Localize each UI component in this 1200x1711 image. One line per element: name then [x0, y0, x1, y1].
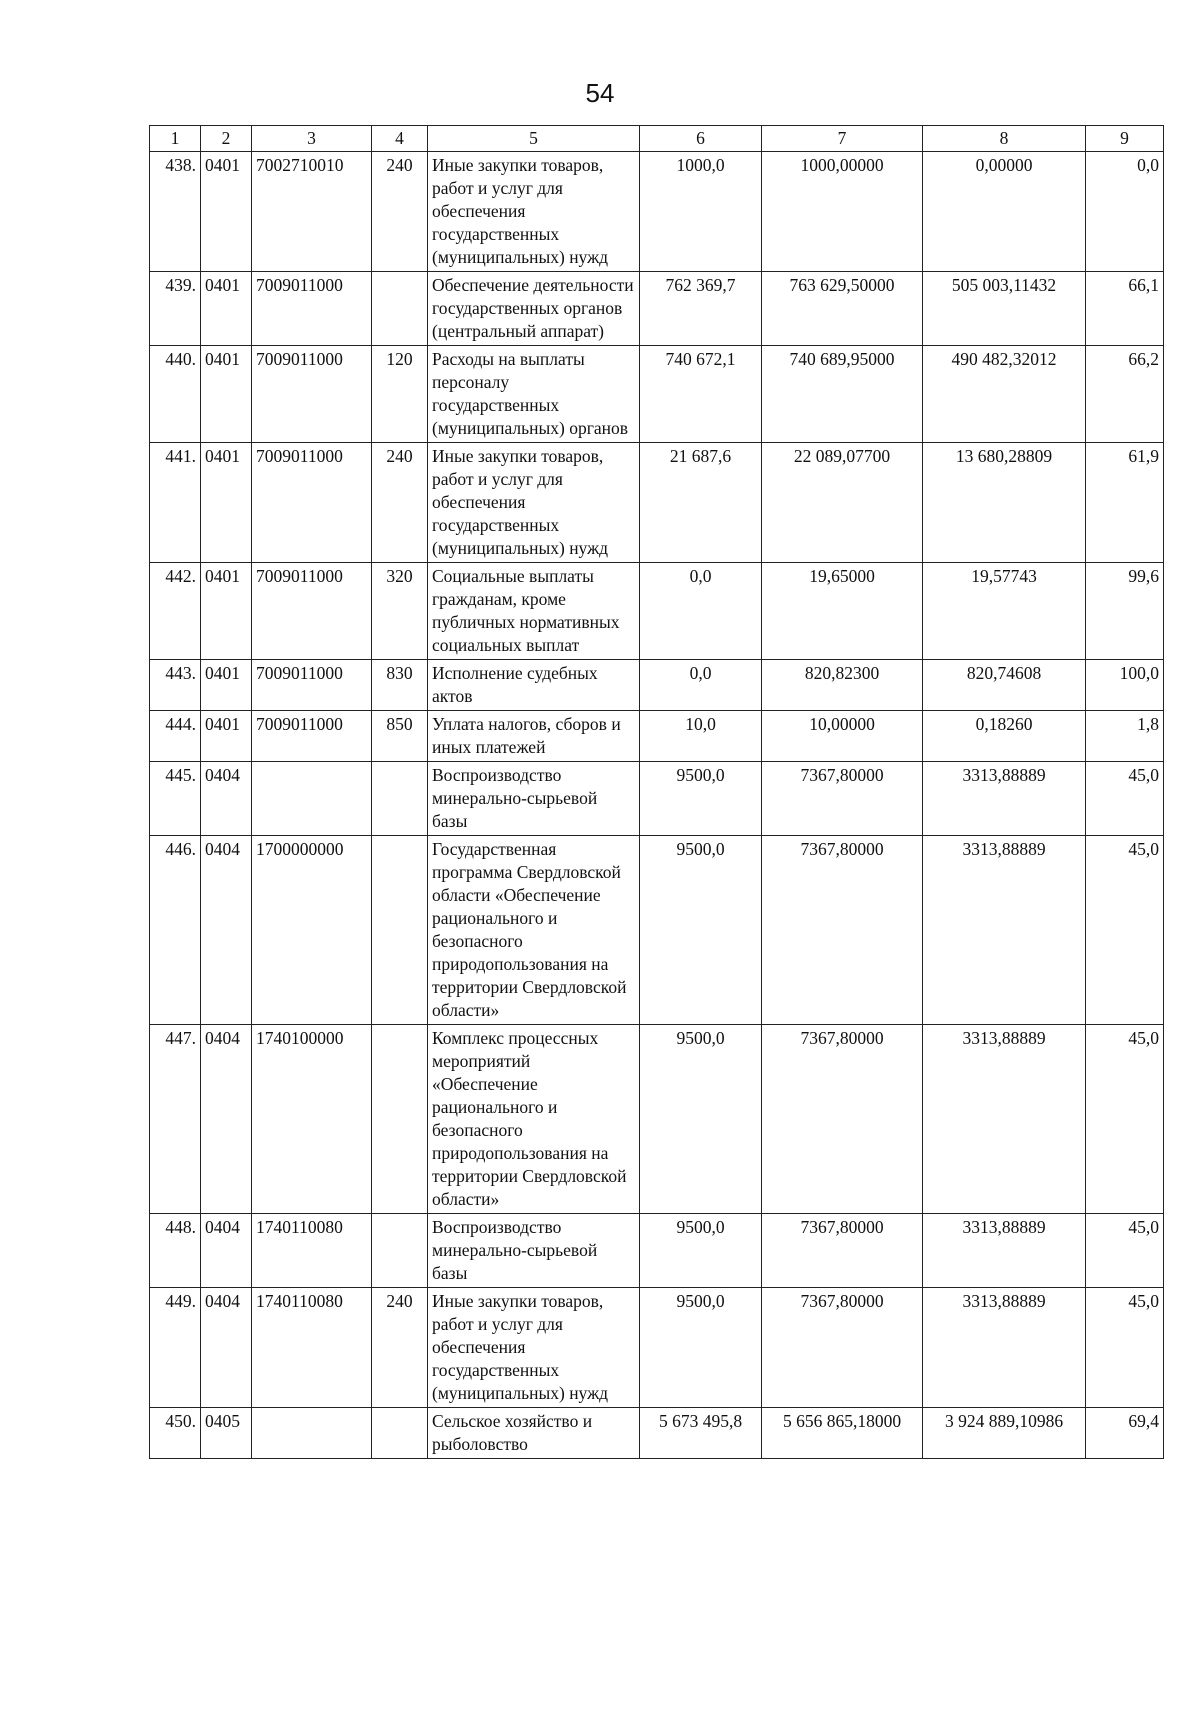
item-name-cell: Воспроизводство минерально-сырьевой базы — [428, 762, 640, 836]
planned-amount-cell: 7367,80000 — [762, 1025, 923, 1214]
table-row — [150, 272, 1164, 346]
planned-amount-cell: 1000,00000 — [762, 152, 923, 272]
table-row — [150, 443, 1164, 563]
executed-amount-cell: 3313,88889 — [923, 1288, 1086, 1408]
row-number-cell: 448. — [150, 1214, 201, 1288]
executed-amount-cell: 3313,88889 — [923, 836, 1086, 1025]
planned-amount-cell: 7367,80000 — [762, 762, 923, 836]
section-code-cell: 0401 — [201, 152, 252, 272]
item-name-cell: Государственная программа Свердловской области «Обеспечение рационального и безопасного природопользования на территории Свердловской области» — [428, 836, 640, 1025]
target-code-cell — [252, 762, 372, 836]
section-code-cell: 0404 — [201, 762, 252, 836]
item-name-cell: Расходы на выплаты персоналу государственных (муниципальных) органов — [428, 346, 640, 443]
executed-amount-cell: 490 482,32012 — [923, 346, 1086, 443]
executed-amount-cell: 3313,88889 — [923, 1214, 1086, 1288]
target-code-cell: 1700000000 — [252, 836, 372, 1025]
execution-percent-cell: 0,0 — [1086, 152, 1164, 272]
executed-amount-cell: 0,00000 — [923, 152, 1086, 272]
column-header: 6 — [640, 126, 762, 152]
planned-amount-cell: 7367,80000 — [762, 1214, 923, 1288]
executed-amount-cell: 0,18260 — [923, 711, 1086, 762]
expense-type-cell: 240 — [372, 443, 428, 563]
section-code-cell: 0405 — [201, 1408, 252, 1459]
approved-amount-cell: 740 672,1 — [640, 346, 762, 443]
target-code-cell: 7009011000 — [252, 711, 372, 762]
planned-amount-cell: 763 629,50000 — [762, 272, 923, 346]
approved-amount-cell: 0,0 — [640, 563, 762, 660]
row-number-cell: 447. — [150, 1025, 201, 1214]
item-name-cell: Иные закупки товаров, работ и услуг для обеспечения государственных (муниципальных) нужд — [428, 443, 640, 563]
budget-table — [149, 125, 1164, 1459]
target-code-cell: 7009011000 — [252, 563, 372, 660]
expense-type-cell — [372, 1408, 428, 1459]
executed-amount-cell: 3 924 889,10986 — [923, 1408, 1086, 1459]
section-code-cell: 0404 — [201, 1288, 252, 1408]
table-row — [150, 346, 1164, 443]
row-number-cell: 445. — [150, 762, 201, 836]
section-code-cell: 0401 — [201, 272, 252, 346]
section-code-cell: 0404 — [201, 1025, 252, 1214]
row-number-cell: 443. — [150, 660, 201, 711]
approved-amount-cell: 1000,0 — [640, 152, 762, 272]
target-code-cell: 7009011000 — [252, 346, 372, 443]
execution-percent-cell: 45,0 — [1086, 836, 1164, 1025]
page-number: 54 — [585, 78, 615, 108]
planned-amount-cell: 7367,80000 — [762, 1288, 923, 1408]
expense-type-cell: 320 — [372, 563, 428, 660]
execution-percent-cell: 66,2 — [1086, 346, 1164, 443]
column-header: 7 — [762, 126, 923, 152]
planned-amount-cell: 5 656 865,18000 — [762, 1408, 923, 1459]
target-code-cell: 1740110080 — [252, 1214, 372, 1288]
item-name-cell: Исполнение судебных актов — [428, 660, 640, 711]
approved-amount-cell: 0,0 — [640, 660, 762, 711]
execution-percent-cell: 1,8 — [1086, 711, 1164, 762]
execution-percent-cell: 99,6 — [1086, 563, 1164, 660]
table-row — [150, 563, 1164, 660]
execution-percent-cell: 100,0 — [1086, 660, 1164, 711]
target-code-cell: 1740100000 — [252, 1025, 372, 1214]
approved-amount-cell: 762 369,7 — [640, 272, 762, 346]
target-code-cell: 7009011000 — [252, 272, 372, 346]
planned-amount-cell: 820,82300 — [762, 660, 923, 711]
expense-type-cell — [372, 272, 428, 346]
section-code-cell: 0401 — [201, 443, 252, 563]
target-code-cell: 7002710010 — [252, 152, 372, 272]
approved-amount-cell: 9500,0 — [640, 1214, 762, 1288]
item-name-cell: Уплата налогов, сборов и иных платежей — [428, 711, 640, 762]
planned-amount-cell: 740 689,95000 — [762, 346, 923, 443]
execution-percent-cell: 45,0 — [1086, 762, 1164, 836]
column-header: 2 — [201, 126, 252, 152]
row-number-cell: 440. — [150, 346, 201, 443]
section-code-cell: 0401 — [201, 660, 252, 711]
planned-amount-cell: 19,65000 — [762, 563, 923, 660]
table-row — [150, 711, 1164, 762]
column-header: 1 — [150, 126, 201, 152]
target-code-cell: 7009011000 — [252, 660, 372, 711]
column-header: 8 — [923, 126, 1086, 152]
execution-percent-cell: 61,9 — [1086, 443, 1164, 563]
section-code-cell: 0401 — [201, 346, 252, 443]
item-name-cell: Социальные выплаты гражданам, кроме публичных нормативных социальных выплат — [428, 563, 640, 660]
planned-amount-cell: 10,00000 — [762, 711, 923, 762]
row-number-cell: 444. — [150, 711, 201, 762]
expense-type-cell: 240 — [372, 152, 428, 272]
table-row — [150, 152, 1164, 272]
execution-percent-cell: 45,0 — [1086, 1214, 1164, 1288]
row-number-cell: 439. — [150, 272, 201, 346]
section-code-cell: 0404 — [201, 836, 252, 1025]
table-row — [150, 1025, 1164, 1214]
approved-amount-cell: 9500,0 — [640, 762, 762, 836]
expense-type-cell — [372, 1025, 428, 1214]
table-row — [150, 660, 1164, 711]
item-name-cell: Комплекс процессных мероприятий «Обеспечение рационального и безопасного природопользования на территории Свердловской области» — [428, 1025, 640, 1214]
execution-percent-cell: 66,1 — [1086, 272, 1164, 346]
execution-percent-cell: 45,0 — [1086, 1025, 1164, 1214]
table-header-row — [150, 126, 1164, 152]
target-code-cell: 7009011000 — [252, 443, 372, 563]
column-header: 5 — [428, 126, 640, 152]
target-code-cell: 1740110080 — [252, 1288, 372, 1408]
approved-amount-cell: 9500,0 — [640, 1288, 762, 1408]
section-code-cell: 0404 — [201, 1214, 252, 1288]
executed-amount-cell: 505 003,11432 — [923, 272, 1086, 346]
planned-amount-cell: 22 089,07700 — [762, 443, 923, 563]
row-number-cell: 449. — [150, 1288, 201, 1408]
row-number-cell: 450. — [150, 1408, 201, 1459]
planned-amount-cell: 7367,80000 — [762, 836, 923, 1025]
execution-percent-cell: 45,0 — [1086, 1288, 1164, 1408]
column-header: 4 — [372, 126, 428, 152]
executed-amount-cell: 13 680,28809 — [923, 443, 1086, 563]
expense-type-cell: 830 — [372, 660, 428, 711]
table-row — [150, 762, 1164, 836]
table-row — [150, 1408, 1164, 1459]
item-name-cell: Обеспечение деятельности государственных органов (центральный аппарат) — [428, 272, 640, 346]
column-header: 3 — [252, 126, 372, 152]
target-code-cell — [252, 1408, 372, 1459]
execution-percent-cell: 69,4 — [1086, 1408, 1164, 1459]
expense-type-cell — [372, 762, 428, 836]
column-header: 9 — [1086, 126, 1164, 152]
executed-amount-cell: 19,57743 — [923, 563, 1086, 660]
section-code-cell: 0401 — [201, 711, 252, 762]
section-code-cell: 0401 — [201, 563, 252, 660]
approved-amount-cell: 9500,0 — [640, 836, 762, 1025]
expense-type-cell — [372, 836, 428, 1025]
executed-amount-cell: 820,74608 — [923, 660, 1086, 711]
approved-amount-cell: 5 673 495,8 — [640, 1408, 762, 1459]
table-row — [150, 1288, 1164, 1408]
executed-amount-cell: 3313,88889 — [923, 1025, 1086, 1214]
row-number-cell: 442. — [150, 563, 201, 660]
item-name-cell: Иные закупки товаров, работ и услуг для обеспечения государственных (муниципальных) нужд — [428, 1288, 640, 1408]
approved-amount-cell: 10,0 — [640, 711, 762, 762]
approved-amount-cell: 9500,0 — [640, 1025, 762, 1214]
item-name-cell: Сельское хозяйство и рыболовство — [428, 1408, 640, 1459]
table-row — [150, 836, 1164, 1025]
expense-type-cell: 120 — [372, 346, 428, 443]
row-number-cell: 446. — [150, 836, 201, 1025]
executed-amount-cell: 3313,88889 — [923, 762, 1086, 836]
row-number-cell: 441. — [150, 443, 201, 563]
expense-type-cell — [372, 1214, 428, 1288]
item-name-cell: Воспроизводство минерально-сырьевой базы — [428, 1214, 640, 1288]
expense-type-cell: 240 — [372, 1288, 428, 1408]
expense-type-cell: 850 — [372, 711, 428, 762]
row-number-cell: 438. — [150, 152, 201, 272]
table-row — [150, 1214, 1164, 1288]
item-name-cell: Иные закупки товаров, работ и услуг для обеспечения государственных (муниципальных) нужд — [428, 152, 640, 272]
approved-amount-cell: 21 687,6 — [640, 443, 762, 563]
